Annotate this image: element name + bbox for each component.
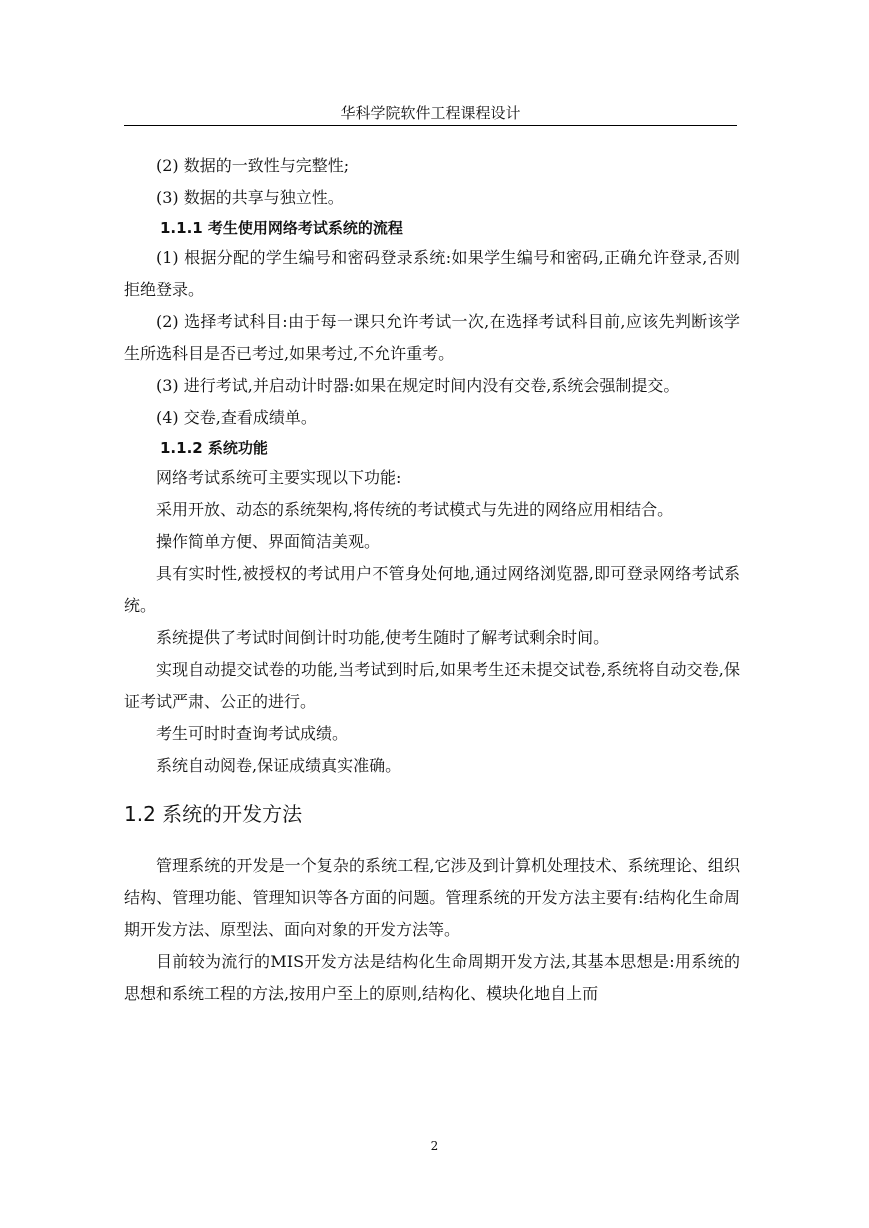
paragraph: (4) 交卷,查看成绩单。 (156, 408, 317, 427)
section-heading-1-2: 1.2 系统的开发方法 (124, 802, 303, 826)
page-number: 2 (430, 1139, 439, 1153)
document-body (124, 150, 740, 1010)
page-header-title: 华科学院软件工程课程设计 (340, 104, 521, 122)
paragraph: 网络考试系统可主要实现以下功能: (156, 468, 402, 487)
section-heading-1-1-1: 1.1.1 考生使用网络考试系统的流程 (160, 219, 403, 237)
paragraph: (2) 数据的一致性与完整性; (156, 156, 350, 175)
paragraph: (3) 进行考试,并启动计时器:如果在规定时间内没有交卷,系统会强制提交。 (156, 376, 680, 395)
paragraph: 考生可时时查询考试成绩。 (156, 724, 349, 743)
paragraph: 具有实时性,被授权的考试用户不管身处何地,通过网络浏览器,即可登录网络考试系统。 (124, 564, 740, 615)
section-heading-1-1-2: 1.1.2 系统功能 (160, 439, 268, 457)
paragraph: (2) 选择考试科目:由于每一课只允许考试一次,在选择考试科目前,应该先判断该学生所选科目是否已考过,如果考过,不允许重考。 (124, 312, 740, 363)
header-rule (124, 125, 737, 126)
paragraph: 实现自动提交试卷的功能,当考试到时后,如果考生还未提交试卷,系统将自动交卷,保证考试严肃、公正的进行。 (124, 660, 740, 711)
paragraph: 系统自动阅卷,保证成绩真实准确。 (156, 756, 402, 775)
paragraph: 管理系统的开发是一个复杂的系统工程,它涉及到计算机处理技术、系统理论、组织结构、管理功能、管理知识等各方面的问题。管理系统的开发方法主要有:结构化生命周期开发方法、原型法、面向对象的开发方法等。 (124, 856, 740, 939)
paragraph: 目前较为流行的MIS开发方法是结构化生命周期开发方法,其基本思想是:用系统的思想和系统工程的方法,按用户至上的原则,结构化、模块化地自上而 (124, 952, 740, 1003)
paragraph: 操作简单方便、界面简洁美观。 (156, 532, 381, 551)
paragraph: (3) 数据的共享与独立性。 (156, 188, 344, 207)
paragraph: 系统提供了考试时间倒计时功能,使考生随时了解考试剩余时间。 (156, 628, 610, 647)
paragraph: (1) 根据分配的学生编号和密码登录系统:如果学生编号和密码,正确允许登录,否则拒绝登录。 (124, 248, 740, 299)
paragraph: 采用开放、动态的系统架构,将传统的考试模式与先进的网络应用相结合。 (156, 500, 674, 519)
